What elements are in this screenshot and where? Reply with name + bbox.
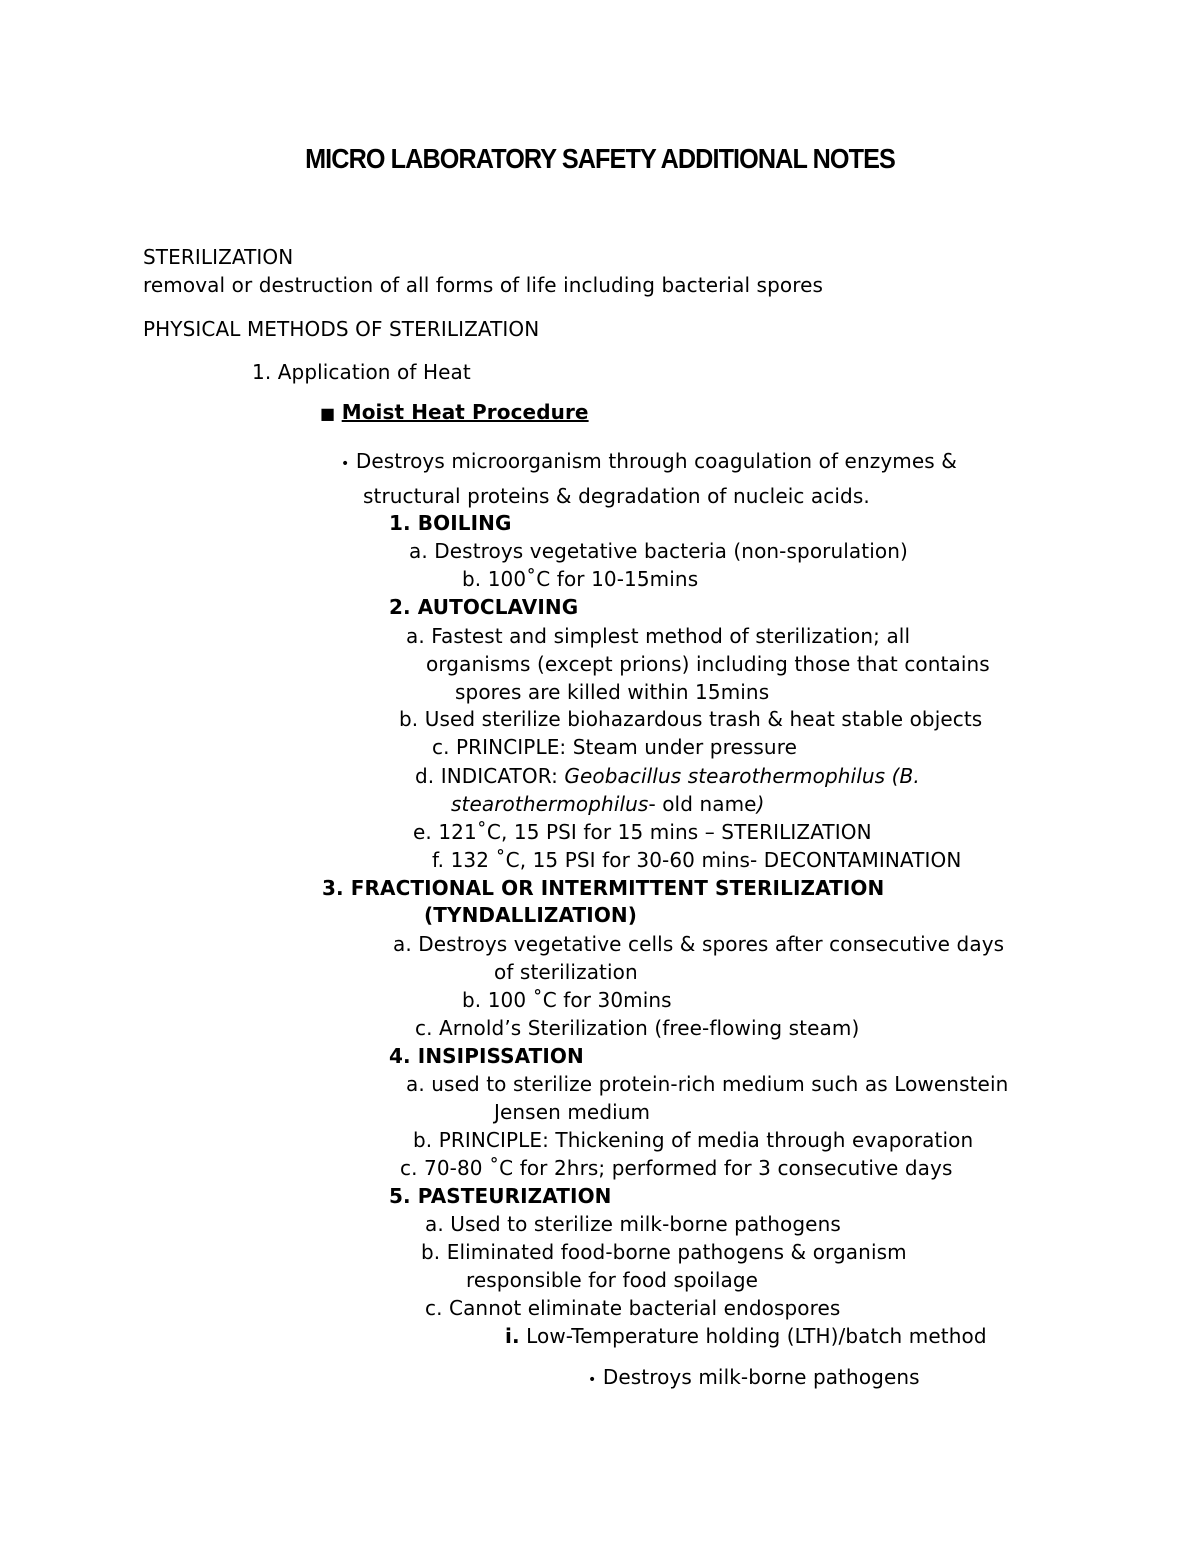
document-title: MICRO LABORATORY SAFETY ADDITIONAL NOTES [305,143,895,174]
boiling-heading: 1. BOILING [389,511,512,535]
autoclaving-item-d-line2 [451,792,764,816]
autoclaving-item-b: b. Used sterilize biohazardous trash & heat stable objects [399,707,983,731]
indicator-old-name: stearothermophilus [451,792,649,816]
sterilization-heading: STERILIZATION [143,245,294,269]
moist-heat-line [320,400,589,426]
old-name-note: - old name [648,792,757,816]
boiling-item-b: b. 100˚C for 10-15mins [462,567,699,591]
pasteurization-item-b-line2: responsible for food spoilage [466,1268,759,1292]
lth-method-text: Low-Temperature holding (LTH)/batch method [519,1324,987,1348]
autoclaving-item-c: c. PRINCIPLE: Steam under pressure [432,735,797,759]
sterilization-definition: removal or destruction of all forms of life including bacterial spores [143,273,824,297]
fractional-item-a-line1: a. Destroys vegetative cells & spores after consecutive days [393,932,1005,956]
indicator-organism: Geobacillus stearothermophilus (B. [564,764,920,788]
autoclaving-item-d-line1 [415,764,920,788]
moist-heat-description-line1 [341,449,957,476]
fractional-item-c: c. Arnold’s Sterilization (free-flowing steam) [415,1016,860,1040]
autoclaving-item-a-line2: organisms (except prions) including those that contains [426,652,990,676]
pasteurization-item-a: a. Used to sterilize milk-borne pathogens [425,1212,841,1236]
autoclaving-heading: 2. AUTOCLAVING [389,595,579,619]
autoclaving-item-e: e. 121˚C, 15 PSI for 15 mins – STERILIZATION [413,820,872,844]
lth-bullet-line [588,1365,920,1392]
fractional-item-a-line2: of sterilization [494,960,638,984]
lth-bullet-text: Destroys milk-borne pathogens [602,1365,920,1389]
autoclaving-item-f: f. 132 ˚C, 15 PSI for 30-60 mins- DECONTAMINATION [432,848,962,872]
insipissation-item-c: c. 70-80 ˚C for 2hrs; performed for 3 consecutive days [400,1156,953,1180]
insipissation-item-a-line2: Jensen medium [494,1100,651,1124]
insipissation-heading: 4. INSIPISSATION [389,1044,584,1068]
moist-heat-description-line2: structural proteins & degradation of nucleic acids. [363,484,870,508]
indicator-label: d. INDICATOR: [415,764,565,788]
boiling-item-a: a. Destroys vegetative bacteria (non-sporulation) [409,539,908,563]
fractional-heading-line1: 3. FRACTIONAL OR INTERMITTENT STERILIZATION [322,876,885,900]
application-of-heat: 1. Application of Heat [252,360,471,384]
fractional-item-b: b. 100 ˚C for 30mins [462,988,672,1012]
physical-methods-heading: PHYSICAL METHODS OF STERILIZATION [143,317,540,341]
insipissation-item-a-line1: a. used to sterilize protein-rich medium such as Lowenstein [406,1072,1009,1096]
moist-heat-heading: Moist Heat Procedure [341,400,589,424]
lth-method-line [505,1324,987,1348]
pasteurization-item-b-line1: b. Eliminated food-borne pathogens & organism [421,1240,907,1264]
autoclaving-item-a-line1: a. Fastest and simplest method of sterilization; all [406,624,911,648]
square-bullet-icon: ■ [320,404,336,423]
bullet-icon: • [588,1372,597,1388]
roman-numeral-marker: i. [505,1324,520,1348]
autoclaving-item-a-line3: spores are killed within 15mins [455,680,770,704]
pasteurization-heading: 5. PASTEURIZATION [389,1184,612,1208]
fractional-heading-line2: (TYNDALLIZATION) [424,903,638,927]
pasteurization-item-c: c. Cannot eliminate bacterial endospores [425,1296,841,1320]
moist-heat-desc-text: Destroys microorganism through coagulation of enzymes & [355,449,957,473]
bullet-icon: • [341,456,350,472]
insipissation-item-b: b. PRINCIPLE: Thickening of media through evaporation [413,1128,974,1152]
closing-paren: ) [756,792,765,816]
